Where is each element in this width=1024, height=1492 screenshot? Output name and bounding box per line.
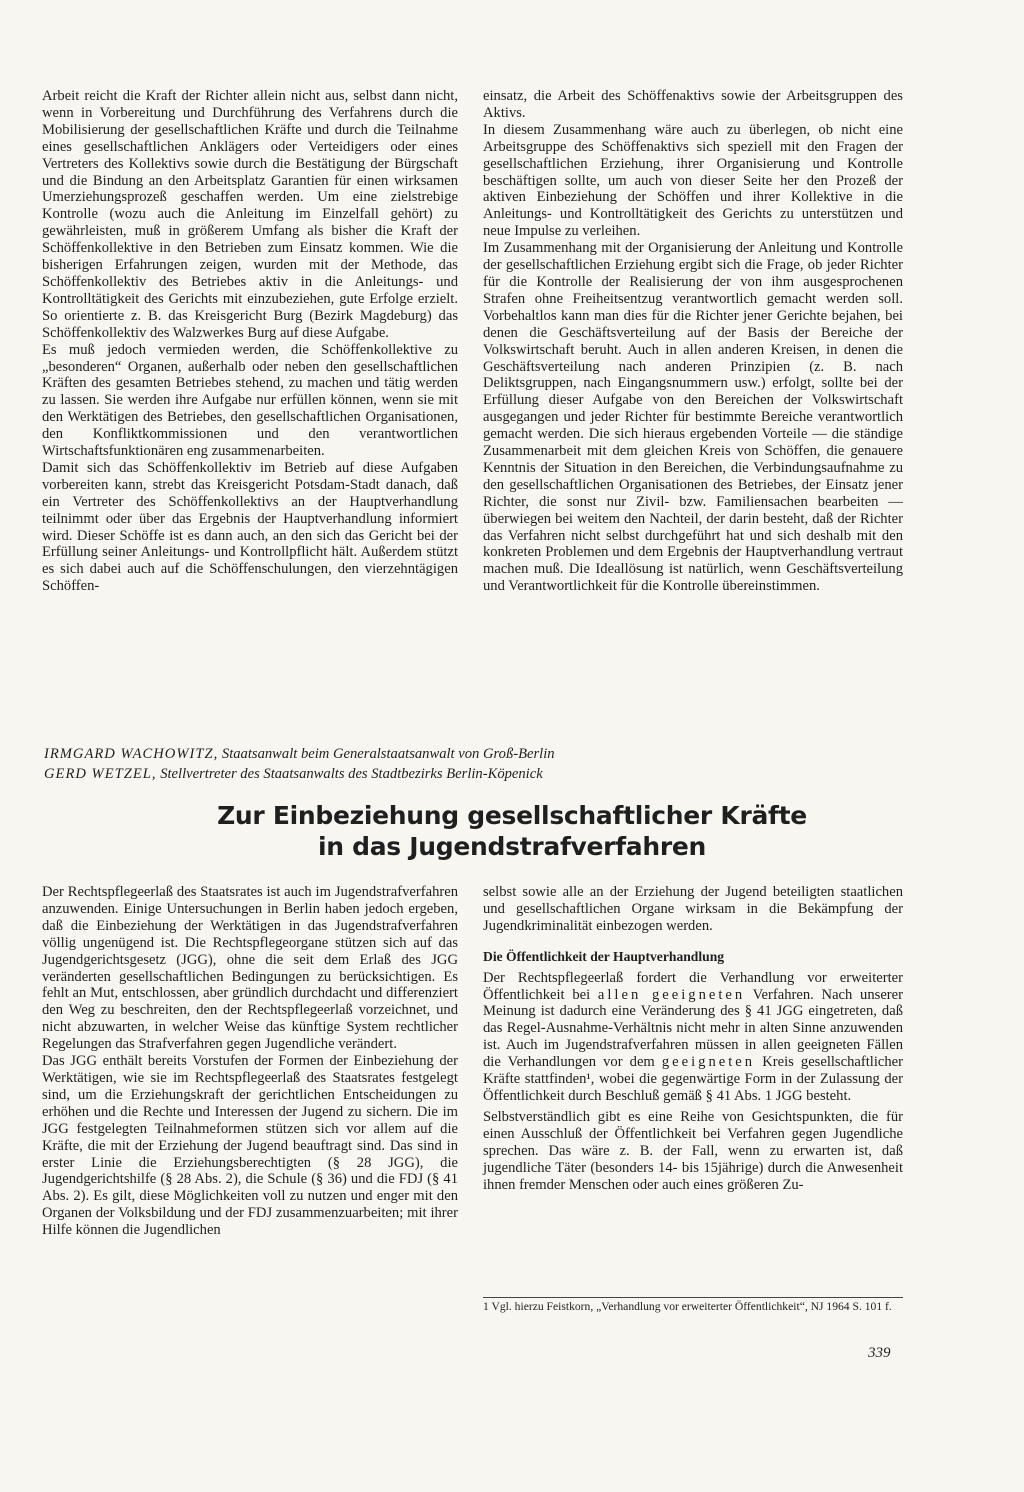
column-bottom-right	[483, 884, 903, 1193]
column-bottom-left	[42, 884, 458, 1239]
title-line: in das Jugendstrafverfahren	[317, 832, 707, 861]
footnote	[483, 1297, 903, 1314]
footnote-text: 1 Vgl. hierzu Feistkorn, „Verhandlung vor erweiterter Öffentlichkeit“, NJ 1964 S. 101 f.	[483, 1300, 892, 1313]
author-name: GERD WETZEL,	[44, 766, 157, 782]
author-lines	[44, 744, 924, 784]
text-run: Der Rechtspflegeerlaß fordert die Verhandlung vor erweiterter Öffentlichkeit bei	[483, 969, 903, 1003]
column-top-left	[42, 88, 458, 595]
emphasized-text: geeigneten	[661, 1054, 756, 1071]
section-heading: Die Öffentlichkeit der Hauptverhandlung	[483, 948, 725, 964]
page-number: 339	[868, 1345, 891, 1361]
author-role: Stellvertreter des Staatsanwalts des Stadtbezirks Berlin-Köpenick	[160, 766, 543, 782]
article-title	[0, 800, 1024, 862]
author-role: Staatsanwalt beim Generalstaatsanwalt von Groß-Berlin	[221, 746, 555, 762]
author-line	[44, 764, 924, 784]
column-top-right	[483, 88, 903, 595]
paragraph: Der Rechtspflegeerlaß des Staatsrates ist auch im Jugendstrafverfahren anzuwenden. Einige Untersuchungen in Berlin haben jedoch ergeben, daß die Einbeziehung der Werktätigen in das Jugendstrafverfahren völlig ungenügend ist. Die Rechtspflegeorgane stützen sich auf das Jugendgerichtsgesetz (JGG), ohne die seit dem Erlaß des JGG veränderten gesellschaftlichen Bedingungen zu berücksichtigen. Es fehlt an Mut, entschlossen, aber gründlich durchdacht und differenziert den Weg zu beschreiten, den der Rechtspflegeerlaß vorzeichnet, und nicht abzuwarten, in welcher Weise das künftige System rechtlicher Regelungen das Strafverfahren gegen Jugendliche verändert.	[42, 884, 458, 1053]
author-name: IRMGARD WACHOWITZ,	[44, 746, 219, 762]
paragraph: Im Zusammenhang mit der Organisierung der Anleitung und Kontrolle der gesellschaftlichen Erziehung ergibt sich die Frage, ob jeder Richter für die Kontrolle der Realisierung der von ihm ausgesprochenen Strafen ohne Freiheitsentzug verantwortlich gemacht werden soll. Vorbehaltlos kann man dies für die Richter jener Gerichte bejahen, bei denen die Geschäftsverteilung auf der Basis der Bereiche der Volkswirtschaft beruht. Auch in allen anderen Kreisen, in denen die Geschäftsverteilung nach anderen Prinzipien (z. B. nach Deliktsgruppen, nach Eingangsnummern usw.) erfolgt, sollte bei der Erfüllung dieser Aufgabe von den Bereichen der Volkswirtschaft ausgegangen und jeder Richter für bestimmte Bereiche verantwortlich gemacht werden. Die sich hieraus ergebenden Vorteile — die ständige Zusammenarbeit mit dem gleichen Kreis von Schöffen, die genauere Kenntnis der Situation in den Bereichen, die Verbindungsaufnahme zu den gesellschaftlichen Organisationen des Betriebes, der Einsatz jener Richter, die sonst nur Zivil- bzw. Familiensachen bearbeiten — überwiegen bei weitem den Nachteil, der darin besteht, daß der Richter das Verfahren nicht selbst durchgeführt hat und sich deshalb mit den konkreten Problemen und dem Ergebnis der Hauptverhandlung vertraut machen muß. Die Ideallösung ist natürlich, wenn Geschäftsverteilung und Verantwortlichkeit für die Kontrolle übereinstimmen.	[483, 240, 903, 595]
paragraph	[483, 970, 903, 1105]
text-run: Kreis gesellschaftlicher Kräfte stattfinden¹, wobei die gegenwärtige Form in der Zulassung der Öffentlichkeit durch Beschluß gemäß § 41 Abs. 1 JGG besteht.	[483, 1054, 903, 1104]
paragraph: selbst sowie alle an der Erziehung der Jugend beteiligten staatlichen und gesellschaftlichen Organe wirksam in die Bekämpfung der Jugendkriminalität einbezogen werden.	[483, 884, 903, 934]
author-line	[44, 744, 924, 764]
paragraph: Damit sich das Schöffenkollektiv im Betrieb auf diese Aufgaben vorbereiten kann, strebt das Kreisgericht Potsdam-Stadt danach, daß ein Vertreter des Schöffenkollektivs an der Hauptverhandlung teilnimmt oder über das Ergebnis der Hauptverhandlung informiert wird. Dieser Schöffe ist es dann auch, an den sich das Gericht bei der Erfüllung seiner Anleitungs- und Kontrollpflicht hält. Außerdem stützt es sich dabei auch auf die Schöffenschulungen, den vierzehntägigen Schöffen-	[42, 459, 458, 595]
paragraph: Es muß jedoch vermieden werden, die Schöffenkollektive zu „besonderen“ Organen, außerhalb oder neben den gesellschaftlichen Kräften des gesamten Betriebes stehend, zu machen und tätig werden zu lassen. Sie werden ihre Aufgabe nur erfüllen können, wenn sie mit den Werktätigen des Betriebes, den gesellschaftlichen Organisationen, den Konfliktkommissionen und den verantwortlichen Wirtschaftsfunktionären eng zusammenarbeiten.	[42, 341, 458, 460]
emphasized-text: allen geeigneten	[597, 986, 746, 1003]
text-run: Verfahren. Nach unserer Meinung ist dadurch eine Veränderung des § 41 JGG eingetreten, daß das Regel-Ausnahme-Verhältnis nicht mehr in alten Sinne anzuwenden ist. Auch im Jugendstrafverfahren müssen in allen geeigneten Fällen die Verhandlungen vor dem	[483, 986, 903, 1071]
paragraph: einsatz, die Arbeit des Schöffenaktivs sowie der Arbeitsgruppen des Aktivs.	[483, 88, 903, 121]
paragraph: Arbeit reicht die Kraft der Richter allein nicht aus, selbst dann nicht, wenn in Vorbereitung und Durchführung des Verfahrens durch die Mobilisierung der gesellschaftlichen Kräfte und durch die Teilnahme eines gesellschaftlichen Anklägers oder Verteidigers oder eines Vertreters des Kollektivs sowie durch die Bestätigung der Bürgschaft und die Bindung an den Arbeitsplatz Garantien für einen wirksamen Umerziehungsprozeß geschaffen werden. Um eine zielstrebige Kontrolle (wozu auch die Anleitung im Einzelfall gehört) zu gewährleisten, muß in größerem Umfang als bisher die Kraft der Schöffenkollektive in den Betrieben zum Einsatz kommen. Wie die bisherigen Erfahrungen zeigen, wurden mit der Methode, das Schöffenkollektiv des Betriebes aktiv in die Anleitungs- und Kontrolltätigkeit des Gerichts mit einzubeziehen, gute Erfolge erzielt. So orientierte z. B. das Kreisgericht Burg (Bezirk Magdeburg) das Schöffenkollektiv des Walzwerkes Burg auf diese Aufgabe.	[42, 88, 458, 341]
title-line: Zur Einbeziehung gesellschaftlicher Kräfte	[217, 801, 807, 830]
paragraph: Selbstverständlich gibt es eine Reihe von Gesichtspunkten, die für einen Ausschluß der Öffentlichkeit bei Verfahren gegen Jugendliche sprechen. Das wäre z. B. der Fall, wenn zu erwarten ist, daß jugendliche Täter (besonders 14- bis 15jährige) durch die Anwesenheit ihnen fremder Menschen oder auch eines größeren Zu-	[483, 1108, 903, 1193]
paragraph: Das JGG enthält bereits Vorstufen der Formen der Einbeziehung der Werktätigen, wie sie im Rechtspflegeerlaß des Staatsrates festgelegt sind, um die Erziehungskraft der gerichtlichen Entscheidungen zu erhöhen und die Rechte und Interessen der Jugend zu sichern. Die im JGG festgelegten Teilnahmeformen stützen sich vor allem auf die Kräfte, die mit der Erziehung der Jugend beauftragt sind. Das sind in erster Linie die Erziehungsberechtigten (§ 28 JGG), die Jugendgerichtshilfe (§ 28 Abs. 2), die Schule (§ 36) und die FDJ (§ 41 Abs. 2). Es gilt, diese Möglichkeiten voll zu nutzen und enger mit den Organen der Volksbildung und der FDJ zusammenzuarbeiten; mit ihrer Hilfe können die Jugendlichen	[42, 1053, 458, 1239]
paragraph: In diesem Zusammenhang wäre auch zu überlegen, ob nicht eine Arbeitsgruppe des Schöffenaktivs sich speziell mit den Fragen der gesellschaftlichen Erziehung, ihrer Organisierung und Kontrolle beschäftigen sollte, um auch von dieser Seite her den Prozeß der aktiven Einbeziehung der Schöffen und ihrer Kollektive in die Anleitungs- und Kontrolltätigkeit des Gerichts zu unterstützen und neue Impulse zu verleihen.	[483, 121, 903, 240]
